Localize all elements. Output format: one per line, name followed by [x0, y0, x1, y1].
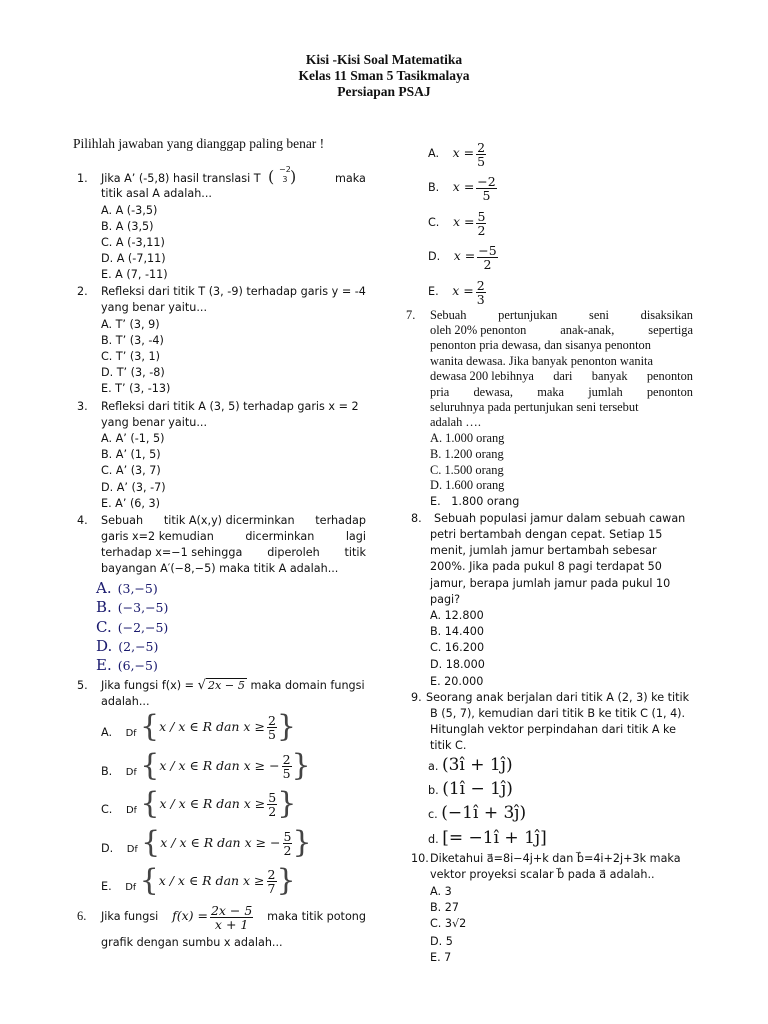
vector-expression: [= −1î + 1ĵ]: [442, 828, 547, 848]
question-number: 9.: [411, 691, 422, 704]
question-text: [430, 385, 693, 400]
equation-lhs: x =: [452, 179, 475, 194]
word: anak-anak,: [560, 323, 615, 337]
header-subtitle: Persiapan PSAJ: [337, 84, 431, 99]
question-text: bayangan A′(−8,−5) maka titik A adalah...: [101, 562, 339, 575]
domain-symbol: D: [126, 844, 135, 855]
option-e[interactable]: E. A’ (6, 3): [101, 497, 161, 510]
vector-paren-right: ): [290, 167, 297, 186]
fraction: [476, 175, 496, 202]
option-letter: c.: [428, 808, 438, 821]
option-d[interactable]: D. 5: [430, 935, 453, 948]
option-d[interactable]: D. 18.000: [430, 658, 485, 671]
brace-left-icon: {: [140, 786, 160, 821]
set-condition: x / x ∈ R dan x ≥: [159, 719, 265, 734]
question-text: [101, 545, 366, 560]
question-text: yang benar yaitu...: [101, 416, 208, 429]
question-text: [101, 678, 365, 693]
option-letter: D.: [428, 250, 441, 263]
option-value: (−2,−5): [117, 620, 169, 635]
option-c[interactable]: C. A (-3,11): [101, 236, 165, 249]
word: oleh 20% penonton: [430, 323, 527, 337]
word: terhadap: [315, 514, 366, 527]
denominator: 7: [267, 880, 276, 896]
word: dicerminkan: [245, 530, 315, 543]
question-text: Hitunglah vektor perpindahan dari titik A ke: [430, 723, 677, 736]
vector-expression: (3î + 1ĵ): [441, 755, 513, 775]
question-text-part: maka domain fungsi: [250, 679, 365, 692]
denominator: 2: [483, 256, 492, 272]
equation-lhs: x =: [453, 248, 476, 263]
option-c[interactable]: [96, 618, 168, 637]
word: dari: [553, 369, 573, 383]
fraction: [476, 141, 486, 168]
word: garis x=2 kemudian: [101, 530, 214, 543]
numerator: 2: [477, 139, 486, 155]
option-a[interactable]: [428, 754, 513, 778]
option-e[interactable]: [428, 275, 486, 308]
option-c[interactable]: [101, 787, 296, 828]
option-letter: B.: [96, 598, 112, 616]
fraction: [477, 244, 497, 271]
option-letter: E.: [101, 880, 112, 893]
numerator: 2x − 5: [210, 902, 253, 918]
option-c[interactable]: [428, 206, 486, 239]
question-number: 10.: [411, 852, 429, 865]
question-number: 8.: [411, 512, 422, 525]
word: pria: [430, 385, 450, 399]
brace-left-icon: {: [140, 748, 160, 783]
vector-expression: (1î − 1ĵ): [442, 779, 513, 799]
numerator: 5: [283, 828, 292, 844]
header-class: Kelas 11 Sman 5 Tasikmalaya: [298, 68, 470, 83]
denominator: 3: [476, 291, 485, 307]
option-e[interactable]: E. A (7, -11): [101, 268, 168, 281]
question-number: 7.: [406, 308, 416, 322]
option-a[interactable]: A. 1.000 orang: [430, 431, 505, 445]
question-text: adalah...: [101, 695, 150, 708]
option-d[interactable]: [428, 240, 498, 273]
domain-subscript: f: [133, 768, 137, 778]
vector-paren-left: (: [268, 167, 275, 186]
option-d[interactable]: [428, 827, 547, 851]
option-letter: C.: [428, 216, 440, 229]
word: pertunjukan: [498, 308, 558, 322]
word: terhadap x=−1 sehingga: [101, 546, 243, 559]
question-text-part: Jika fungsi f(x) =: [101, 679, 195, 692]
numerator: 2: [282, 751, 291, 767]
word: lagi: [345, 530, 366, 543]
denominator: 2: [268, 803, 277, 819]
option-letter: D.: [101, 842, 114, 855]
set-condition: x / x ∈ R dan x ≥: [159, 796, 266, 811]
question-number: 2.: [77, 285, 88, 298]
option-letter: B.: [428, 181, 440, 194]
option-a[interactable]: A. 3: [430, 885, 452, 898]
option-a[interactable]: [428, 137, 486, 170]
question-text: [101, 529, 366, 544]
word: jumlah: [588, 385, 623, 399]
word: penonton: [646, 369, 693, 383]
question-text: titik C.: [430, 739, 467, 752]
equation-lhs: x =: [452, 283, 474, 298]
brace-right-icon: }: [277, 786, 297, 821]
word: disaksikan: [640, 308, 693, 322]
fraction: [283, 830, 293, 857]
numerator: 2: [476, 277, 485, 293]
set-condition: x / x ∈ R dan x ≥ −: [159, 758, 280, 773]
question-text-part: maka titik potong: [267, 909, 366, 923]
denominator: 2: [477, 222, 486, 238]
option-d[interactable]: D. 1.600 orang: [430, 478, 505, 492]
question-text: [101, 513, 366, 528]
fraction: [476, 279, 486, 306]
question-text: titik asal A adalah...: [101, 187, 212, 200]
option-letter: d.: [428, 833, 439, 846]
domain-symbol: D: [125, 728, 134, 739]
option-a[interactable]: A. 12.800: [430, 609, 484, 622]
word: dewasa 200 lebihnya: [430, 369, 534, 383]
option-value: (6,−5): [117, 658, 158, 673]
question-number: 6.: [77, 909, 87, 923]
question-text: Jika A’ (-5,8) hasil translasi T: [101, 172, 261, 185]
brace-right-icon: }: [276, 863, 296, 898]
option-letter: A.: [101, 726, 113, 739]
domain-subscript: f: [134, 845, 138, 855]
question-text: [430, 323, 693, 338]
question-text: Seorang anak berjalan dari titik A (2, 3) ke titik: [426, 691, 690, 704]
option-b[interactable]: [428, 778, 513, 802]
denominator: x + 1: [214, 916, 249, 932]
question-text: menit, jumlah jamur bertambah sebesar: [430, 544, 657, 557]
word: penonton: [646, 385, 693, 399]
fraction: [267, 714, 277, 741]
domain-subscript: f: [133, 729, 137, 739]
header-title: Kisi -Kisi Soal Matematika: [305, 52, 463, 67]
option-e[interactable]: E. 20.000: [430, 675, 484, 688]
vector-top: −2: [279, 165, 291, 174]
denominator: 5: [267, 726, 276, 742]
word: Sebuah: [101, 514, 144, 527]
option-b[interactable]: [428, 171, 497, 204]
option-value: (3,−5): [117, 581, 158, 596]
word: diperoleh: [267, 546, 320, 559]
numerator: 5: [477, 208, 486, 224]
numerator: 5: [268, 789, 277, 805]
fraction: [476, 210, 486, 237]
option-letter: A.: [428, 147, 440, 160]
option-a[interactable]: A. A’ (-1, 5): [101, 432, 165, 445]
brace-right-icon: }: [291, 748, 311, 783]
question-text: B (5, 7), kemudian dari titik B ke titik C (1, 4).: [430, 707, 686, 720]
option-d[interactable]: [96, 637, 158, 656]
word: titik A(x,y) dicerminkan: [163, 514, 295, 527]
question-text: grafik dengan sumbu x adalah...: [101, 936, 283, 949]
option-value: (2,−5): [118, 639, 159, 654]
option-b[interactable]: B. A (3,5): [101, 220, 154, 233]
question-text: maka: [335, 172, 366, 185]
set-condition: x / x ∈ R dan x ≥: [158, 873, 265, 888]
question-text: penonton pria dewasa, dan sisanya penonton: [430, 338, 651, 352]
option-letter: C.: [101, 803, 113, 816]
brace-left-icon: {: [140, 709, 160, 744]
question-text: adalah ….: [430, 415, 481, 429]
word: banyak: [591, 369, 628, 383]
option-d[interactable]: D. A’ (3, -7): [101, 481, 166, 494]
option-letter: E.: [428, 285, 439, 298]
domain-symbol: D: [125, 805, 134, 816]
option-b[interactable]: B. 1.200 orang: [430, 447, 504, 461]
function-label: f(x) =: [172, 908, 208, 923]
option-a[interactable]: [101, 710, 296, 751]
word: Sebuah: [430, 308, 467, 322]
question-text: wanita dewasa. Jika banyak penonton wanita: [430, 354, 653, 368]
domain-subscript: f: [132, 883, 137, 893]
option-letter: E.: [96, 656, 112, 674]
denominator: 5: [482, 187, 491, 203]
option-d[interactable]: D. A (-7,11): [101, 252, 166, 265]
numerator: 2: [267, 712, 276, 728]
question-number: 3.: [77, 400, 88, 413]
option-c[interactable]: [428, 802, 526, 826]
question-number: 5.: [77, 679, 88, 692]
option-letter: b.: [428, 784, 439, 797]
fraction: [282, 753, 292, 780]
option-c[interactable]: C. 3√2: [430, 917, 467, 930]
fraction: [210, 904, 253, 931]
option-b[interactable]: [96, 598, 168, 617]
question-number: 1.: [77, 172, 88, 185]
numerator: −2: [477, 173, 496, 189]
question-text: 200%. Jika pada pukul 8 pagi terdapat 50: [430, 560, 662, 573]
word: sepertiga: [648, 323, 693, 337]
option-b[interactable]: B. A’ (1, 5): [101, 448, 161, 461]
domain-symbol: D: [125, 767, 134, 778]
fraction: [267, 868, 277, 895]
option-letter: B.: [101, 765, 113, 778]
option-c[interactable]: C. A’ (3, 7): [101, 464, 161, 477]
option-e[interactable]: [96, 656, 158, 675]
option-e[interactable]: E. T’ (3, -13): [101, 382, 171, 395]
option-letter: a.: [428, 760, 439, 773]
option-a[interactable]: [96, 579, 158, 598]
brace-right-icon: }: [276, 709, 296, 744]
brace-right-icon: }: [292, 825, 312, 860]
question-text-part: Jika fungsi: [101, 909, 159, 923]
brace-left-icon: {: [141, 825, 161, 860]
domain-symbol: D: [125, 882, 133, 893]
question-text: petri bertambah dengan cepat. Setiap 15: [430, 528, 663, 541]
word: titik: [344, 546, 366, 559]
brace-left-icon: {: [139, 863, 159, 898]
question-number: 4.: [77, 514, 88, 527]
question-text: vektor proyeksi scalar b⃗ pada a⃗ adalah..: [430, 868, 655, 881]
question-text: seluruhnya pada pertunjukan seni tersebut: [430, 400, 639, 414]
document-header: [0, 52, 768, 100]
option-value: (−3,−5): [117, 600, 169, 615]
question-text: Refleksi dari titik A (3, 5) terhadap garis x = 2: [101, 400, 359, 413]
equation-lhs: x =: [452, 145, 475, 160]
denominator: 2: [283, 842, 292, 858]
question-text: pagi?: [430, 593, 461, 606]
option-letter: A.: [96, 579, 112, 597]
domain-subscript: f: [133, 806, 137, 816]
option-c[interactable]: C. 16.200: [430, 641, 485, 654]
question-text: jamur, berapa jumlah jamur pada pukul 10: [430, 577, 671, 590]
radicand: 2x − 5: [207, 679, 245, 692]
word: seni: [589, 308, 609, 322]
fraction: [267, 791, 277, 818]
denominator: 5: [282, 765, 291, 781]
vector-bottom: 3: [282, 175, 288, 184]
option-d[interactable]: [101, 826, 312, 867]
question-text: Refleksi dari titik T (3, -9) terhadap garis y = -4: [101, 285, 366, 298]
question-text: Diketahui a⃗=8i−4j+k dan b⃗=4i+2j+3k maka: [430, 852, 681, 865]
set-condition: x / x ∈ R dan x ≥ −: [160, 835, 281, 850]
option-c[interactable]: C. T’ (3, 1): [101, 350, 160, 363]
question-text: [430, 369, 693, 384]
option-b[interactable]: B. 14.400: [430, 625, 484, 638]
option-c[interactable]: C. 1.500 orang: [430, 463, 504, 477]
word: maka: [537, 385, 565, 399]
option-b[interactable]: [101, 749, 311, 790]
numerator: −5: [478, 242, 497, 258]
equation-lhs: x =: [452, 214, 475, 229]
option-e[interactable]: E. 7: [430, 951, 452, 964]
option-a[interactable]: A. A (-3,5): [101, 204, 158, 217]
option-b[interactable]: B. 27: [430, 901, 460, 914]
denominator: 5: [477, 153, 486, 169]
question-text: [101, 899, 366, 934]
instruction-text: Pilihlah jawaban yang dianggap paling benar !: [73, 136, 325, 151]
vector-expression: (−1î + 3ĵ): [441, 803, 527, 823]
option-d[interactable]: D. T’ (3, -8): [101, 366, 165, 379]
numerator: 2: [267, 866, 276, 882]
word: dewasa,: [473, 385, 514, 399]
question-text: yang benar yaitu...: [101, 301, 208, 314]
option-a[interactable]: A. T’ (3, 9): [101, 318, 160, 331]
option-e[interactable]: E. 1.800 orang: [430, 495, 520, 508]
question-text: [430, 308, 693, 323]
question-text: Sebuah populasi jamur dalam sebuah cawan: [434, 512, 686, 525]
option-b[interactable]: B. T’ (3, -4): [101, 334, 164, 347]
sqrt-icon: √: [197, 678, 206, 693]
option-letter: C.: [96, 618, 112, 636]
option-letter: D.: [96, 637, 113, 655]
